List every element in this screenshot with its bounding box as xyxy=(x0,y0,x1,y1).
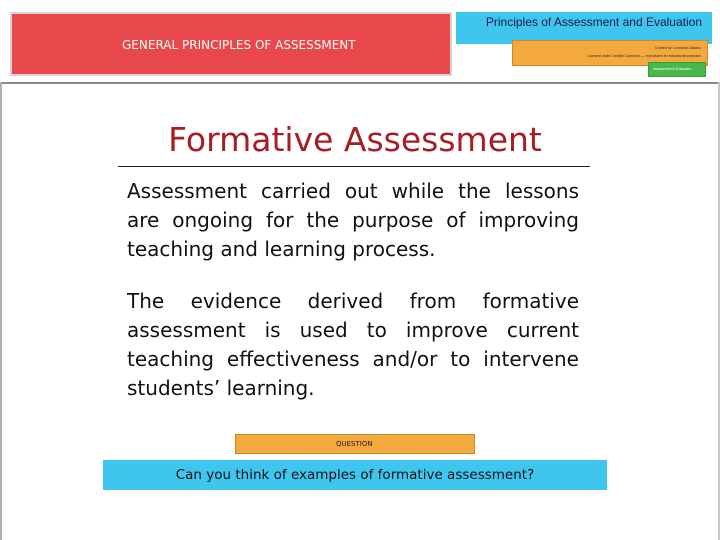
subject-title xyxy=(486,15,702,29)
subject-title-prefix: Principles of xyxy=(485,15,554,29)
title-underline xyxy=(118,166,590,167)
slide-title: Formative Assessment xyxy=(168,120,542,159)
definition-paragraph: Assessment carried out while the lessons are ongoing for the purpose of improving teaching and learning process. xyxy=(127,179,579,261)
question-box xyxy=(103,460,607,490)
header-divider xyxy=(0,82,720,84)
slide-header xyxy=(0,0,720,82)
info-line-2: Licensed under Creative Commons — reproduced for educational purposes xyxy=(587,54,701,58)
evidence-paragraph: The evidence derived from formative assessment is used to improve current teaching effectiveness and/or to intervene students’ learning. xyxy=(127,289,579,400)
subject-title-rest: Assessment and Evaluation xyxy=(553,15,702,29)
course-banner xyxy=(10,12,452,76)
green-tag xyxy=(648,62,706,77)
question-label-box xyxy=(235,434,475,454)
course-title: GENERAL PRINCIPLES OF ASSESSMENT xyxy=(122,38,356,52)
info-line-1: Created by: Leonardo Zaldana xyxy=(655,46,701,50)
question-label: QUESTION xyxy=(336,440,373,448)
left-border xyxy=(0,82,2,540)
green-tag-label: Assessment & Evaluation xyxy=(653,67,692,71)
question-text: Can you think of examples of formative assessment? xyxy=(175,467,535,483)
